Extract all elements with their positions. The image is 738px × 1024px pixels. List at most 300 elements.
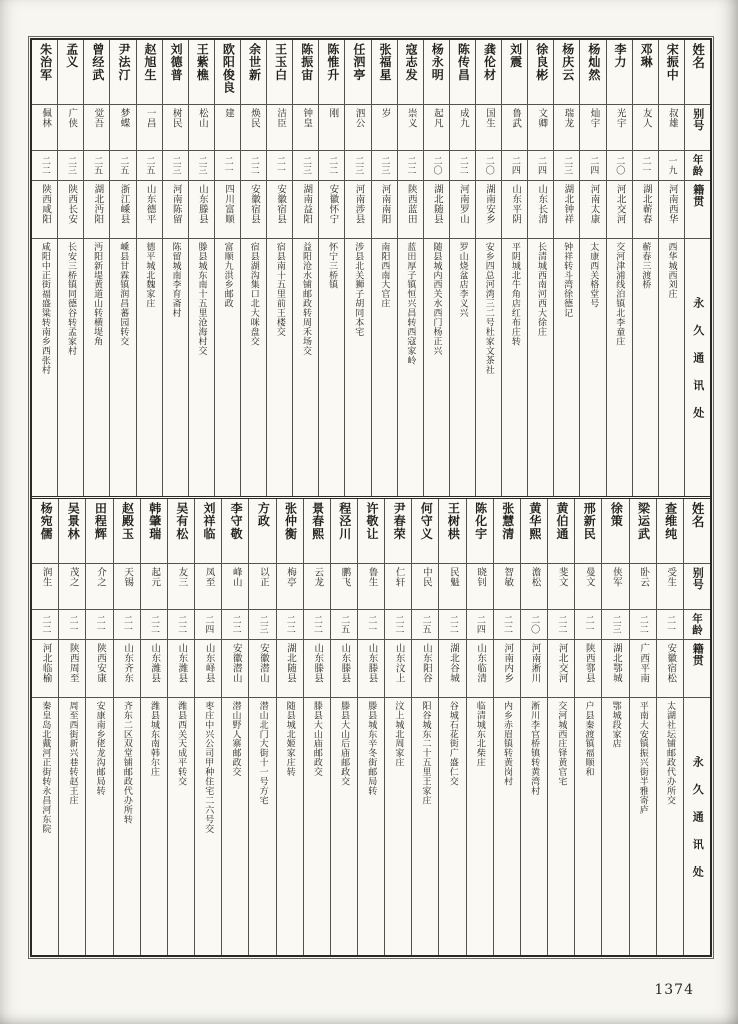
origin-cell: 山东临清 <box>467 639 493 697</box>
origin-cell: 河南陈留 <box>163 180 188 238</box>
alias-cell: 峰山 <box>222 563 248 609</box>
origin-cell: 山东齐东 <box>114 639 140 697</box>
age-cell: 二二 <box>222 609 248 639</box>
alias-cell: 云龙 <box>304 563 330 609</box>
age-cell: 二五 <box>137 150 162 180</box>
entry-column <box>606 40 632 496</box>
alias-cell: 民魁 <box>439 563 465 609</box>
alias-cell: 以正 <box>249 563 275 609</box>
alias-cell: 侠军 <box>602 563 628 609</box>
address-cell: 潜山野人寨邮政交 <box>222 697 248 955</box>
name-cell: 李力 <box>613 43 628 69</box>
header-column <box>684 40 710 496</box>
entry-column <box>574 499 601 955</box>
origin-cell: 陕西咸阳 <box>32 180 57 238</box>
origin-cell: 湖南安乡 <box>476 180 501 238</box>
alias-cell: 广侠 <box>58 104 83 150</box>
entry-column <box>632 40 658 496</box>
age-cell: 二二 <box>439 609 465 639</box>
address-cell: 滕县大山庙邮政交 <box>304 697 330 955</box>
entry-column <box>527 40 553 496</box>
name-cell: 余世新 <box>247 43 262 81</box>
name-cell: 景春熙 <box>310 502 325 540</box>
entry-column <box>318 40 344 496</box>
origin-cell: 湖北鄂城 <box>602 639 628 697</box>
age-cell: 二五 <box>110 150 135 180</box>
entry-column <box>248 499 275 955</box>
entry-column <box>85 499 112 955</box>
address-cell: 交河津浦线泊镇北李童庄 <box>607 238 632 496</box>
age-cell: 二一 <box>633 150 658 180</box>
age-cell: 二五 <box>84 150 109 180</box>
origin-cell: 河北交河 <box>548 639 574 697</box>
name-cell: 刘德普 <box>169 43 184 81</box>
age-cell: 二一 <box>358 609 384 639</box>
entry-column <box>601 499 628 955</box>
entry-column <box>162 40 188 496</box>
address-cell: 怀宁三桥镇 <box>319 238 344 496</box>
alias-cell: 叔雄 <box>659 104 684 150</box>
address-cell: 滕县城东南十五里沧海村交 <box>189 238 214 496</box>
alias-cell: 润生 <box>32 563 58 609</box>
header-origin: 籍贯 <box>684 639 710 697</box>
entry-column <box>520 499 547 955</box>
address-cell: 蕲春三渡桥 <box>633 238 658 496</box>
entry-column <box>411 499 438 955</box>
header-age: 年龄 <box>684 609 710 639</box>
origin-cell: 山东阳谷 <box>412 639 438 697</box>
address-cell: 滕县大山后庙邮政交 <box>331 697 357 955</box>
name-cell: 赵旭生 <box>143 43 158 81</box>
entry-column <box>423 40 449 496</box>
origin-cell: 陕西蓝田 <box>398 180 423 238</box>
alias-cell: 曼文 <box>575 563 601 609</box>
entry-column <box>658 40 684 496</box>
entry-column <box>113 499 140 955</box>
name-cell: 杨永明 <box>430 43 445 81</box>
address-cell: 罗山烧盆店李义兴 <box>450 238 475 496</box>
alias-cell: 中民 <box>412 563 438 609</box>
entry-column <box>344 40 370 496</box>
address-cell: 宿县湖沟集口北大咪盘交 <box>241 238 266 496</box>
address-cell: 沔阳新堤黄道山转横堤角 <box>84 238 109 496</box>
address-cell: 齐东二区双堂铺邮政代办所转 <box>114 697 140 955</box>
name-cell: 寇志发 <box>404 43 419 81</box>
entry-column <box>371 40 397 496</box>
alias-cell: 茂之 <box>59 563 85 609</box>
alias-cell: 成九 <box>450 104 475 150</box>
address-cell: 长清城西南河西大徐庄 <box>528 238 553 496</box>
alias-cell: 澹松 <box>521 563 547 609</box>
entry-column <box>553 40 579 496</box>
entry-column <box>83 40 109 496</box>
origin-cell: 陕西鄠县 <box>575 639 601 697</box>
alias-cell: 刚 <box>319 104 344 150</box>
origin-cell: 河北临榆 <box>32 639 58 697</box>
origin-cell: 河南罗山 <box>450 180 475 238</box>
header-alias: 别号 <box>684 563 710 609</box>
alias-cell: 文卿 <box>528 104 553 150</box>
age-cell: 二三 <box>189 150 214 180</box>
address-cell: 鄂城段家店 <box>602 697 628 955</box>
entry-column <box>57 40 83 496</box>
address-cell: 宿县南十五里前王楼交 <box>267 238 292 496</box>
origin-cell: 四川富顺 <box>215 180 240 238</box>
name-cell: 王紫樵 <box>195 43 210 81</box>
alias-cell: 凤至 <box>195 563 221 609</box>
name-cell: 韩肇瑞 <box>147 502 162 540</box>
alias-cell: 佩林 <box>32 104 57 150</box>
alias-cell: 友三 <box>168 563 194 609</box>
origin-cell: 河南太康 <box>580 180 605 238</box>
age-cell: 二二 <box>398 150 423 180</box>
origin-cell: 山东滕县 <box>331 639 357 697</box>
header-age: 年龄 <box>685 150 710 180</box>
alias-cell: 友人 <box>633 104 658 150</box>
age-cell: 二一 <box>215 150 240 180</box>
origin-cell: 湖北随县 <box>277 639 303 697</box>
name-cell: 陈惟升 <box>325 43 340 81</box>
origin-cell: 河南内乡 <box>494 639 520 697</box>
address-cell: 蓝田厚子镇恒兴昌转西寇家岭 <box>398 238 423 496</box>
header-name: 姓名 <box>690 502 706 529</box>
alias-cell: 瑞龙 <box>554 104 579 150</box>
address-cell: 西华城西刘庄 <box>659 238 684 496</box>
age-cell: 二三 <box>554 150 579 180</box>
alias-cell: 鲁生 <box>358 563 384 609</box>
address-cell: 滕县城东辛冬街邮局转 <box>358 697 384 955</box>
alias-cell: 晓钊 <box>467 563 493 609</box>
age-cell: 二二 <box>494 609 520 639</box>
name-cell: 王玉白 <box>273 43 288 81</box>
alias-cell: 国生 <box>476 104 501 150</box>
name-cell: 徐策 <box>609 502 624 528</box>
name-cell: 程泾川 <box>337 502 352 540</box>
entry-column <box>397 40 423 496</box>
address-cell: 阳谷城东二十五里王家庄 <box>412 697 438 955</box>
age-cell: 二二 <box>385 609 411 639</box>
alias-cell: 光宇 <box>607 104 632 150</box>
origin-cell: 湖北蕲春 <box>633 180 658 238</box>
header-alias: 别号 <box>685 104 710 150</box>
bottom-table <box>32 496 710 955</box>
age-cell: 二〇 <box>476 150 501 180</box>
address-cell: 潜山北门大街十一号方宅 <box>249 697 275 955</box>
alias-cell: 起元 <box>141 563 167 609</box>
alias-cell: 卧云 <box>630 563 656 609</box>
origin-cell: 山东滕县 <box>189 180 214 238</box>
name-cell: 何守义 <box>419 502 434 540</box>
age-cell: 二二 <box>168 609 194 639</box>
address-cell: 内乡赤眉镇转黄岗村 <box>494 697 520 955</box>
name-cell: 查维纯 <box>663 502 678 540</box>
entry-column <box>194 499 221 955</box>
name-cell: 陈振宙 <box>299 43 314 81</box>
origin-cell: 山东汶上 <box>385 639 411 697</box>
age-cell: 二〇 <box>607 150 632 180</box>
name-cell: 吴有松 <box>174 502 189 540</box>
origin-cell: 河南淅川 <box>521 639 547 697</box>
name-cell: 尹春荣 <box>392 502 407 540</box>
origin-cell: 安徽宿县 <box>241 180 266 238</box>
alias-cell: 岁 <box>372 104 397 150</box>
age-cell: 二二 <box>548 609 574 639</box>
address-cell: 长安三桥镇同德谷转孟家村 <box>58 238 83 496</box>
origin-cell: 安徽潜山 <box>222 639 248 697</box>
origin-cell: 广西平南 <box>630 639 656 697</box>
alias-cell: 崇义 <box>398 104 423 150</box>
origin-cell: 河南南阳 <box>372 180 397 238</box>
age-cell: 二二 <box>141 609 167 639</box>
name-cell: 杨庆云 <box>560 43 575 81</box>
entry-column <box>547 499 574 955</box>
entry-column <box>167 499 194 955</box>
origin-cell: 山东潍县 <box>168 639 194 697</box>
origin-cell: 陕西长安 <box>58 180 83 238</box>
origin-cell: 山东平阴 <box>502 180 527 238</box>
name-cell: 徐良彬 <box>534 43 549 81</box>
name-cell: 曾经武 <box>90 43 105 81</box>
entry-column <box>656 499 683 955</box>
origin-cell: 安徽宿松 <box>657 639 683 697</box>
address-cell: 德平城北魏家庄 <box>137 238 162 496</box>
age-cell: 二三 <box>163 150 188 180</box>
age-cell: 二四 <box>580 150 605 180</box>
origin-cell: 山东滕县 <box>304 639 330 697</box>
age-cell: 二三 <box>249 609 275 639</box>
entry-column <box>276 499 303 955</box>
name-cell: 杨宛儒 <box>39 502 54 540</box>
address-cell: 富顺九洪乡邮政 <box>215 238 240 496</box>
alias-cell: 建 <box>215 104 240 150</box>
entry-column <box>438 499 465 955</box>
age-cell: 二一 <box>575 609 601 639</box>
age-cell: 二三 <box>293 150 318 180</box>
alias-cell: 天锡 <box>114 563 140 609</box>
address-cell: 太康西关格堂号 <box>580 238 605 496</box>
age-cell: 二一 <box>59 609 85 639</box>
name-cell: 张福星 <box>378 43 393 81</box>
origin-cell: 湖北随县 <box>424 180 449 238</box>
entry-column <box>58 499 85 955</box>
address-cell: 随县城北姬家庄转 <box>277 697 303 955</box>
address-cell: 陈留城南李育斋村 <box>163 238 188 496</box>
address-cell: 钟祥转斗湾徐德记 <box>554 238 579 496</box>
alias-cell: 斐文 <box>548 563 574 609</box>
alias-cell: 一昌 <box>137 104 162 150</box>
age-cell: 二三 <box>372 150 397 180</box>
name-cell: 刘震 <box>508 43 523 69</box>
alias-cell: 鲁武 <box>502 104 527 150</box>
address-cell: 涉县北关狮子胡同本宅 <box>345 238 370 496</box>
header-origin: 籍贯 <box>685 180 710 238</box>
address-cell: 秦皇岛北戴河正街转永昌河东院 <box>32 697 58 955</box>
origin-cell: 山东潍县 <box>141 639 167 697</box>
alias-cell: 觉吾 <box>84 104 109 150</box>
address-cell: 太湖社坛铺邮政代办所交 <box>657 697 683 955</box>
name-cell: 杨灿然 <box>586 43 601 81</box>
age-cell: 二一 <box>267 150 292 180</box>
name-cell: 龚伦材 <box>482 43 497 81</box>
age-cell: 二二 <box>319 150 344 180</box>
header-address: 永久通讯处 <box>685 238 710 496</box>
alias-cell: 树民 <box>163 104 188 150</box>
alias-cell: 智敏 <box>494 563 520 609</box>
origin-cell: 陕西周至 <box>59 639 85 697</box>
address-cell: 周至西街新兴巷转赵王庄 <box>59 697 85 955</box>
alias-cell: 泗公 <box>345 104 370 150</box>
entry-column <box>32 499 58 955</box>
entry-column <box>140 499 167 955</box>
address-cell: 谷城石花街广盛仁交 <box>439 697 465 955</box>
entry-column <box>214 40 240 496</box>
entry-column <box>475 40 501 496</box>
name-cell: 宋振中 <box>665 43 680 81</box>
address-cell: 汶上城北周家庄 <box>385 697 411 955</box>
name-cell: 朱治军 <box>38 43 53 81</box>
entry-column <box>493 499 520 955</box>
entry-column <box>501 40 527 496</box>
name-cell: 孟义 <box>64 43 79 69</box>
age-cell: 二四 <box>528 150 553 180</box>
header-address: 永久通讯处 <box>684 697 710 955</box>
alias-cell: 钟皇 <box>293 104 318 150</box>
address-cell: 临清城东北柴庄 <box>467 697 493 955</box>
alias-cell: 焕民 <box>241 104 266 150</box>
name-cell: 邢新民 <box>582 502 597 540</box>
origin-cell: 湖北钟祥 <box>554 180 579 238</box>
origin-cell: 河南涉县 <box>345 180 370 238</box>
age-cell: 二二 <box>32 150 57 180</box>
entry-column <box>109 40 135 496</box>
name-cell: 黄华熙 <box>527 502 542 540</box>
origin-cell: 湖北谷城 <box>439 639 465 697</box>
age-cell: 二二 <box>450 150 475 180</box>
address-cell: 益阳沧水铺邮政转周禾场交 <box>293 238 318 496</box>
name-cell: 吴景林 <box>66 502 81 540</box>
name-cell: 方政 <box>256 502 271 528</box>
age-cell: 二二 <box>304 609 330 639</box>
name-cell: 田程辉 <box>93 502 108 540</box>
alias-cell: 洁臣 <box>267 104 292 150</box>
page-number: 1374 <box>654 982 694 998</box>
origin-cell: 安徽潜山 <box>249 639 275 697</box>
age-cell: 二四 <box>195 609 221 639</box>
name-cell: 陈化宇 <box>473 502 488 540</box>
name-cell: 梁运武 <box>636 502 651 540</box>
alias-cell: 仁轩 <box>385 563 411 609</box>
origin-cell: 陕西安康 <box>86 639 112 697</box>
entry-column <box>384 499 411 955</box>
address-cell: 咸阳中正街福盛粱转南乡西张村 <box>32 238 57 496</box>
name-cell: 尹法汀 <box>116 43 131 81</box>
origin-cell: 山东长清 <box>528 180 553 238</box>
origin-cell: 山东滕县 <box>358 639 384 697</box>
age-cell: 二二 <box>277 609 303 639</box>
alias-cell: 梅亭 <box>277 563 303 609</box>
age-cell: 二四 <box>467 609 493 639</box>
address-cell: 潍县城东南韩尔庄 <box>141 697 167 955</box>
age-cell: 二三 <box>345 150 370 180</box>
entry-column <box>303 499 330 955</box>
entry-column <box>32 40 57 496</box>
origin-cell: 河南西华 <box>659 180 684 238</box>
age-cell: 二一 <box>657 609 683 639</box>
name-cell: 黄伯通 <box>555 502 570 540</box>
origin-cell: 安徽宿县 <box>267 180 292 238</box>
name-cell: 王树栱 <box>446 502 461 540</box>
name-cell: 任泗亭 <box>351 43 366 81</box>
entry-column <box>292 40 318 496</box>
address-cell: 户县秦渡镇福顺和 <box>575 697 601 955</box>
address-cell: 潍县西关天成平转交 <box>168 697 194 955</box>
entry-column <box>330 499 357 955</box>
entry-column <box>136 40 162 496</box>
age-cell: 二〇 <box>424 150 449 180</box>
age-cell: 二三 <box>602 609 628 639</box>
alias-cell: 梦蝶 <box>110 104 135 150</box>
header-name: 姓名 <box>690 43 706 70</box>
directory-table <box>30 38 712 957</box>
top-table <box>32 40 710 496</box>
header-column <box>683 499 710 955</box>
alias-cell: 起凡 <box>424 104 449 150</box>
entry-column <box>466 499 493 955</box>
name-cell: 欧阳俊良 <box>221 43 236 94</box>
address-cell: 枣庄中兴公司甲种住宅二六号交 <box>195 697 221 955</box>
age-cell: 二二 <box>32 609 58 639</box>
address-cell: 随县城内西关水西门杨正兴 <box>424 238 449 496</box>
name-cell: 张慧清 <box>500 502 515 540</box>
origin-cell: 山东德平 <box>137 180 162 238</box>
name-cell: 李守敬 <box>229 502 244 540</box>
alias-cell: 松山 <box>189 104 214 150</box>
name-cell: 刘祥临 <box>202 502 217 540</box>
age-cell: 二二 <box>241 150 266 180</box>
age-cell: 二一 <box>114 609 140 639</box>
origin-cell: 河北交河 <box>607 180 632 238</box>
entry-column <box>266 40 292 496</box>
alias-cell: 鹏飞 <box>331 563 357 609</box>
entry-column <box>449 40 475 496</box>
age-cell: 二一 <box>86 609 112 639</box>
address-cell: 平阴城北牛角店红布庄转 <box>502 238 527 496</box>
entry-column <box>629 499 656 955</box>
entry-column <box>357 499 384 955</box>
address-cell: 交河城西庄铎黄官宅 <box>548 697 574 955</box>
name-cell: 邓琳 <box>639 43 654 69</box>
age-cell: 二四 <box>502 150 527 180</box>
address-cell: 南阳西南大官庄 <box>372 238 397 496</box>
address-cell: 平南大安镇振兴街半雅寄庐 <box>630 697 656 955</box>
name-cell: 张仲衡 <box>283 502 298 540</box>
name-cell: 赵殿玉 <box>120 502 135 540</box>
alias-cell: 灿宇 <box>580 104 605 150</box>
origin-cell: 湖南益阳 <box>293 180 318 238</box>
origin-cell: 湖北沔阳 <box>84 180 109 238</box>
address-cell: 安乡四总河湾三二号杜家文茶社 <box>476 238 501 496</box>
name-cell: 许敬让 <box>364 502 379 540</box>
alias-cell: 受生 <box>657 563 683 609</box>
entry-column <box>188 40 214 496</box>
origin-cell: 山东峄县 <box>195 639 221 697</box>
name-cell: 陈传昌 <box>456 43 471 81</box>
age-cell: 二〇 <box>521 609 547 639</box>
age-cell: 二五 <box>331 609 357 639</box>
age-cell: 二三 <box>58 150 83 180</box>
entry-column <box>240 40 266 496</box>
address-cell: 淅川李官桥镇转黄湾村 <box>521 697 547 955</box>
